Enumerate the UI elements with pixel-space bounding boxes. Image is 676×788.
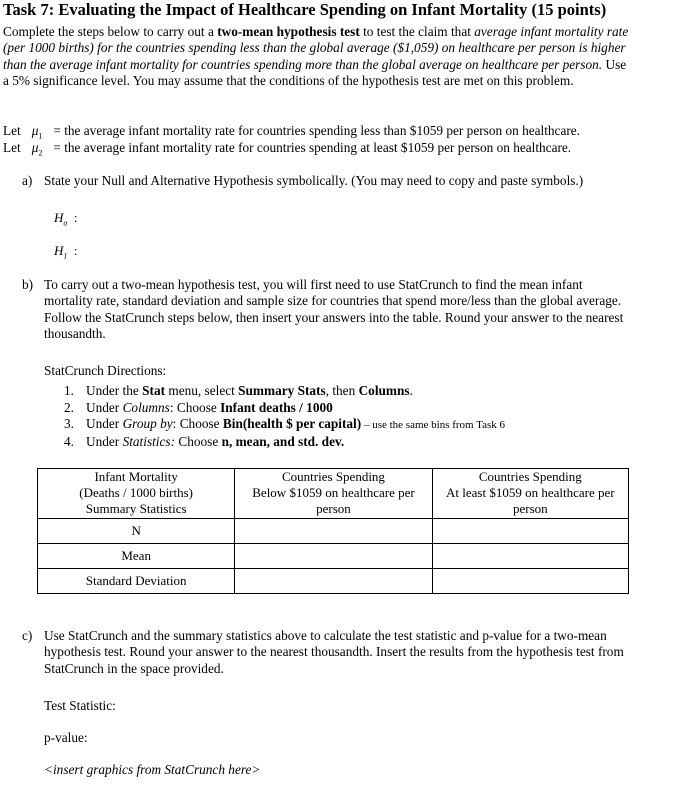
- row-label-n: N: [38, 519, 235, 544]
- intro-bold: two-mean hypothesis test: [217, 24, 360, 39]
- step-item: 2. Under Columns: Choose Infant deaths / 1000: [64, 399, 333, 415]
- p-value-label: p-value:: [44, 730, 88, 745]
- test-statistic-label: Test Statistic:: [44, 698, 116, 713]
- step-item: 4. Under Statistics: Choose n, mean, and std. dev.: [64, 433, 345, 449]
- definition-mu2: [3, 140, 571, 162]
- task-title: Task 7: Evaluating the Impact of Healthcare Spending on Infant Mortality (15 points): [3, 0, 607, 19]
- let-word: Let: [3, 123, 21, 138]
- header-below-1059: Countries Spending Below $1059 on healthcare per person: [235, 469, 432, 519]
- alternative-hypothesis-field[interactable]: $H_1$ :: [54, 243, 78, 261]
- statcrunch-steps: [64, 383, 505, 450]
- part-b-text: To carry out a two-mean hypothesis test, you will first need to use StatCrunch to find the mean infant mortality rate, standard deviation and sample size for countries that spend more/less than the global average. Follow the StatCrunch steps below, then insert your answers into the table. Round your answer to the nearest thousandth.: [44, 277, 624, 341]
- summary-statistics-table: [37, 468, 629, 594]
- part-c-label: c): [22, 628, 33, 643]
- cell-n-atleast[interactable]: [432, 519, 628, 544]
- row-label-mean: Mean: [38, 544, 235, 569]
- directions-heading: StatCrunch Directions:: [44, 363, 167, 378]
- insert-graphics-note: <insert graphics from StatCrunch here>: [44, 762, 261, 777]
- part-a-label: a): [22, 173, 33, 188]
- header-at-least-1059: Countries Spending At least $1059 on healthcare per person: [432, 469, 628, 519]
- intro-claim: average infant mortality rate (per 1000 births) for the countries spending less than the global average ($1,059) on healthcare per person is higher than the average infant mortality for countries spending more than the global average on healthcare per person.: [3, 24, 629, 72]
- mu1-definition: = the average infant mortality rate for countries spending less than $1059 per person on healthcare.: [53, 123, 581, 138]
- mu2-definition: = the average infant mortality rate for countries spending at least $1059 per person on healthcare.: [53, 140, 572, 155]
- intro-text-1: Complete the steps below to carry out a: [3, 24, 218, 39]
- intro-text-3: Use a 5% significance level. You may assume that the conditions of the hypothesis test are met on this problem.: [3, 56, 627, 88]
- cell-mean-atleast[interactable]: [432, 544, 628, 569]
- intro-text-2: to test the claim that: [359, 24, 475, 39]
- part-c-text: Use StatCrunch and the summary statistics above to calculate the test statistic and p-value for a two-mean hypothesis test. Round your answer to the nearest thousandth. Insert the results from the hypothesis test from StatCrunch in the space provided.: [44, 628, 624, 676]
- step-item: 1. Under the Stat menu, select Summary Stats, then Columns.: [64, 383, 413, 398]
- mu1-symbol: $\mu_1$: [31, 123, 43, 141]
- cell-n-below[interactable]: [235, 519, 432, 544]
- step-item: 3. Under Group by: Choose Bin(health $ per capital) – use the same bins from Task 6: [64, 416, 506, 431]
- table-row: [38, 519, 629, 544]
- cell-sd-atleast[interactable]: [432, 569, 628, 594]
- cell-sd-below[interactable]: [235, 569, 432, 594]
- table-row: [38, 569, 629, 594]
- part-b-label: b): [22, 277, 34, 292]
- let-word: Let: [3, 140, 21, 155]
- null-hypothesis-field[interactable]: $H_o$ :: [54, 210, 78, 228]
- header-infant-mortality: Infant Mortality (Deaths / 1000 births) Summary Statistics: [38, 469, 235, 519]
- cell-mean-below[interactable]: [235, 544, 432, 569]
- intro-paragraph: [3, 24, 631, 89]
- mu2-symbol: $\mu_2$: [31, 140, 43, 158]
- table-row: [38, 544, 629, 569]
- part-a-text: State your Null and Alternative Hypothesis symbolically. (You may need to copy and paste symbols.): [44, 173, 584, 188]
- row-label-std-dev: Standard Deviation: [38, 569, 235, 594]
